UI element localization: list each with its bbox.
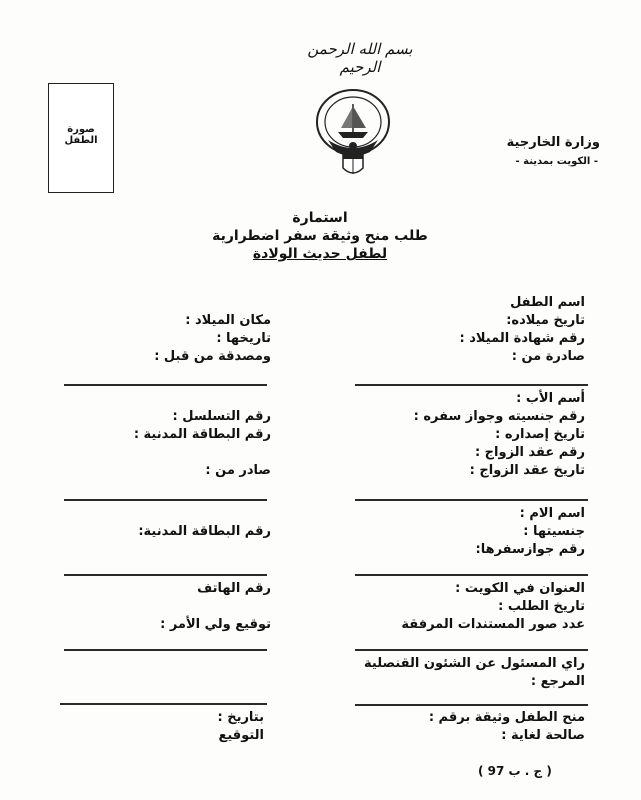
field-father-name: أسم الأب : <box>516 391 585 406</box>
field-issued-from: صادر من : <box>205 463 271 478</box>
divider <box>355 574 588 576</box>
divider <box>64 574 267 576</box>
address-left-fields <box>160 580 271 634</box>
divider <box>60 703 267 705</box>
basmala: بسم الله الرحمن الرحيم <box>307 40 413 76</box>
child-left-fields <box>154 312 271 366</box>
field-certified-by: ومصدقة من قبل : <box>154 349 271 364</box>
ministry-name: وزارة الخارجية <box>506 135 600 150</box>
divider <box>64 649 267 651</box>
field-consular-officer-opinion: راي المسئول عن الشئون القنصلية <box>364 656 585 671</box>
field-birth-place: مكان الميلاد : <box>185 313 271 328</box>
grant-right-fields <box>429 709 585 745</box>
photo-box-label: صورة الطفل <box>64 124 98 146</box>
field-reference: المرجع : <box>530 674 585 689</box>
field-attached-documents-count: عدد صور المستندات المرفقة <box>401 617 585 632</box>
field-child-name: اسم الطفل <box>510 295 585 310</box>
field-mother-civil-id: رقم البطاقة المدنية: <box>138 524 271 539</box>
grant-left-fields <box>217 709 264 745</box>
divider <box>355 499 588 501</box>
field-civil-id: رقم البطاقة المدنية : <box>133 427 271 442</box>
field-guardian-signature: توقيع ولي الأمر : <box>160 617 271 632</box>
child-photo-box <box>48 83 114 193</box>
field-marriage-contract-number: رقم عقد الزواج : <box>474 445 585 460</box>
child-right-fields <box>460 294 585 366</box>
field-phone-number: رقم الهاتف <box>197 581 271 596</box>
field-mother-name: اسم الام : <box>519 506 585 521</box>
field-father-nationality-passport: رقم جنسيته وجواز سفره : <box>413 409 585 424</box>
field-birth-cert-number: رقم شهادة الميلاد : <box>459 331 585 346</box>
field-birth-date: تاريخ ميلاده: <box>506 313 585 328</box>
field-valid-until: صالحة لغاية : <box>501 728 585 743</box>
field-request-date: تاريخ الطلب : <box>498 599 585 614</box>
kuwait-coat-of-arms-icon <box>308 82 398 178</box>
official-right-fields <box>364 655 585 691</box>
form-code: ( ج . ب 97 ) <box>478 764 552 778</box>
field-signature: التوقيع <box>218 728 264 743</box>
field-issued-from: صادرة من : <box>511 349 585 364</box>
field-mother-nationality: جنسيتها : <box>523 524 585 539</box>
father-left-fields <box>134 408 271 480</box>
mother-left-fields <box>138 523 271 541</box>
city-line: - الكويت بمدينة - <box>515 156 598 167</box>
subtitle-text: لطفل حديث الولادة <box>252 246 388 262</box>
field-kuwait-address: العنوان في الكويت : <box>455 581 585 596</box>
form-subtitle: طلب منح وثيقة سفر اضطرارية <box>212 228 428 244</box>
field-cert-date: تاريخها : <box>216 331 271 346</box>
form-title: استمارة <box>292 210 348 226</box>
form-subtitle-underlined <box>200 246 440 262</box>
field-document-number: منح الطفل وثيقة برقم : <box>428 710 585 725</box>
divider <box>64 384 267 386</box>
divider <box>64 499 267 501</box>
field-marriage-contract-date: تاريخ عقد الزواج : <box>469 463 585 478</box>
divider <box>355 649 588 651</box>
field-serial-number: رقم التسلسل : <box>172 409 271 424</box>
mother-right-fields <box>476 505 586 559</box>
field-mother-passport: رقم جوازسفرها: <box>475 542 585 557</box>
field-issue-date: تاريخ إصداره : <box>495 427 585 442</box>
divider <box>355 384 588 386</box>
field-grant-date: بتاريخ : <box>217 710 264 725</box>
divider <box>355 704 588 706</box>
address-right-fields <box>401 580 585 634</box>
father-right-fields <box>414 390 585 480</box>
